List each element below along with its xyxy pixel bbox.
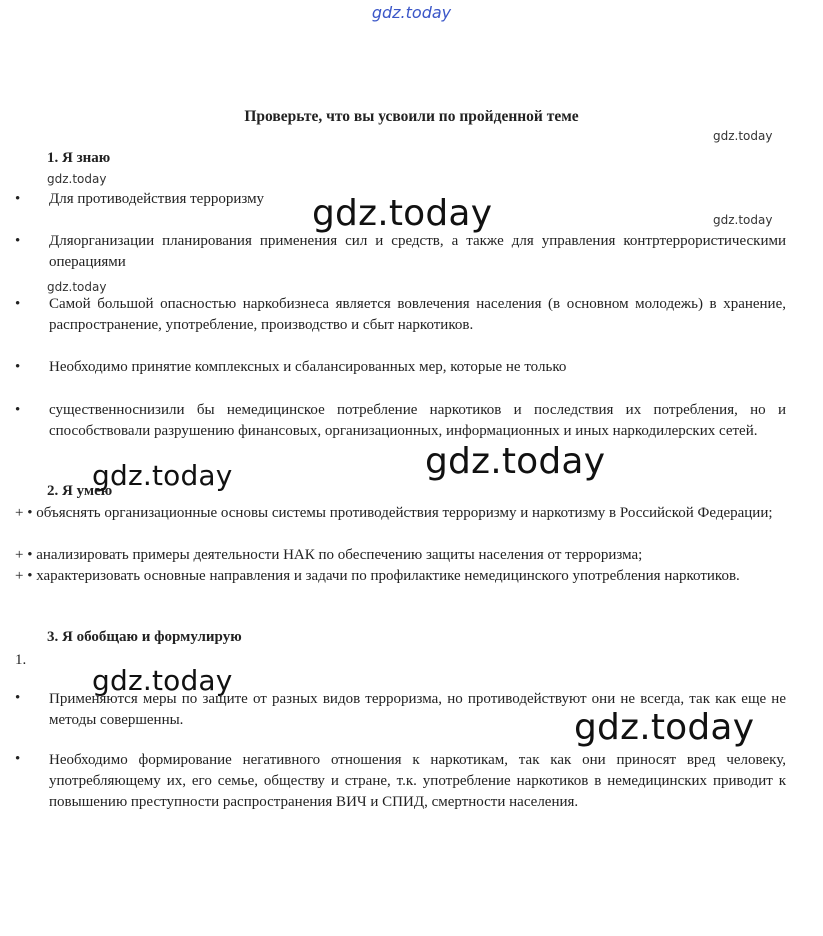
list-item: Необходимо формирование негативного отношения к наркотикам, так как они приносят вред человеку, употребляющему их, его семье, обществу и стране, т.к. употребление наркотиков в немедицинских приводит к повышению преступности распространения ВИЧ и СПИД, смертности населения.	[49, 752, 786, 810]
list-item: Для противодействия терроризму	[49, 191, 265, 207]
bullet-icon: •	[15, 359, 21, 375]
bullet-icon: •	[15, 690, 21, 706]
section2-heading: 2. Я умею	[47, 483, 113, 499]
page-title: Проверьте, что вы усвоили по пройденной теме	[244, 108, 579, 125]
watermark-small: gdz.today	[713, 129, 773, 143]
watermark-large: gdz.today	[312, 193, 493, 234]
watermark-small: gdz.today	[47, 280, 107, 294]
list-item: Применяются меры по защите от разных видов терроризма, но противодействуют они не всегда, так как еще не методы совершенны.	[49, 691, 786, 728]
list-item: существенноснизили бы немедицинское потребление наркотиков и последствия их потребления, но и способствовали разрушению финансовых, организационных, информационных и иных наркодилерских сетей.	[49, 402, 786, 439]
bullet-icon: •	[15, 296, 21, 312]
bullet-icon: •	[15, 402, 21, 418]
watermark-large: gdz.today	[574, 707, 755, 748]
watermark-large: gdz.today	[92, 664, 233, 697]
section1-heading: 1. Я знаю	[47, 150, 111, 166]
watermark-top: gdz.today	[371, 3, 452, 22]
list-item: + • анализировать примеры деятельности НАК по обеспечению защиты населения от терроризма;	[15, 547, 643, 563]
list-item: + • объяснять организационные основы системы противодействия терроризму и наркотизму в Российской Федерации;	[15, 505, 773, 521]
bullet-icon: •	[15, 191, 21, 207]
section3-subnumber: 1.	[15, 652, 27, 668]
watermark-large: gdz.today	[425, 441, 606, 482]
bullet-icon: •	[15, 751, 21, 767]
watermark-large: gdz.today	[92, 459, 233, 492]
watermark-small: gdz.today	[47, 172, 107, 186]
list-item: Дляорганизации планирования применения сил и средств, а также для управления контртеррористическими операциями	[49, 233, 786, 270]
list-item: Самой большой опасностью наркобизнеса является вовлечения населения (в основном молодежь) в хранение, распространение, употребление, производство и сбыт наркотиков.	[49, 296, 786, 333]
list-item: + • характеризовать основные направления и задачи по профилактике немедицинского употребления наркотиков.	[15, 568, 740, 584]
watermark-small: gdz.today	[713, 213, 773, 227]
section3-heading: 3. Я обобщаю и формулирую	[47, 629, 242, 645]
list-item: Необходимо принятие комплексных и сбалансированных мер, которые не только	[49, 359, 567, 375]
bullet-icon: •	[15, 233, 21, 249]
